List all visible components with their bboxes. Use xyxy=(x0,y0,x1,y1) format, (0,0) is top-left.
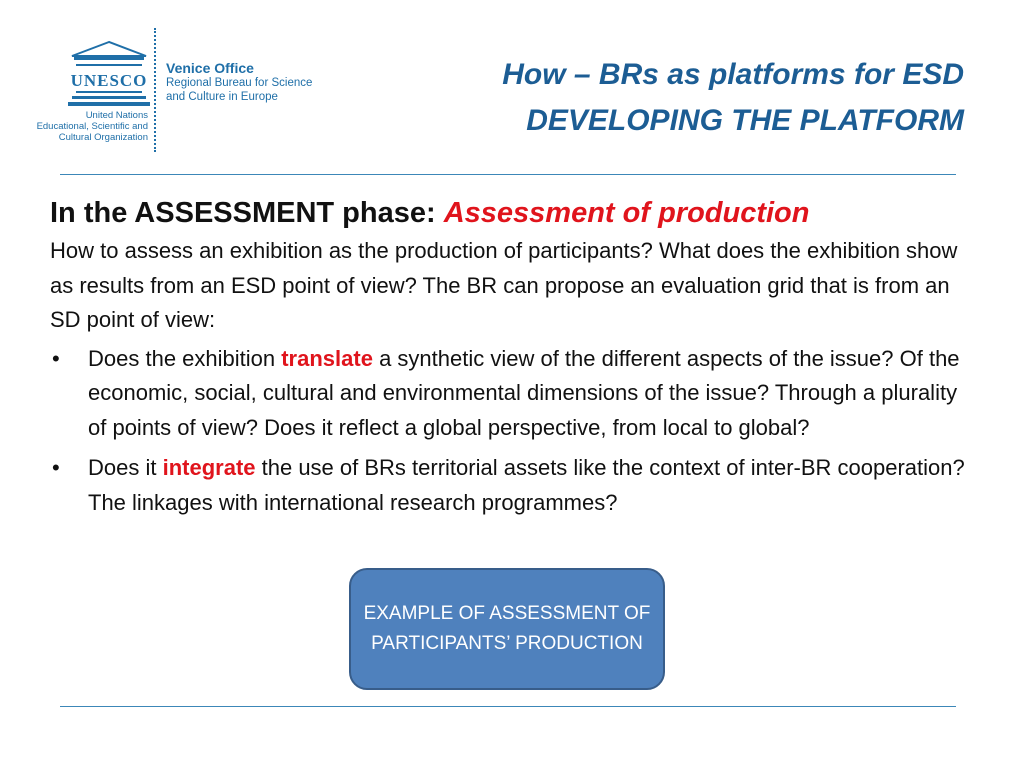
bullet-text: a synthetic view of the different aspects of the issue? Of the economic, social, cultural and environmental dimensions of the issue? Through a plurality of points of view? Does it reflect a global perspective, from local to global? xyxy=(88,345,960,440)
bullet-highlight: integrate xyxy=(162,455,256,480)
top-divider xyxy=(60,174,956,175)
heading-accent: Assessment of production xyxy=(443,197,810,229)
bullet-item xyxy=(50,451,980,520)
un-line: Educational, Scientific and xyxy=(36,121,148,132)
office-subtitle-line: and Culture in Europe xyxy=(166,91,278,103)
slide-body xyxy=(50,192,980,526)
venice-office-label xyxy=(166,60,312,104)
example-box-label: EXAMPLE OF ASSESSMENT OF PARTICIPANTS’ PRODUCTION xyxy=(363,603,651,654)
bullet-text: the use of BRs territorial assets like the context of inter-BR cooperation? The linkages with international research programmes? xyxy=(88,455,965,515)
unesco-temple-icon xyxy=(68,40,150,112)
un-line: United Nations xyxy=(85,110,148,121)
logo-divider xyxy=(154,28,156,152)
bullet-marker: • xyxy=(52,455,60,480)
un-line: Cultural Organization xyxy=(58,132,148,143)
bullet-marker: • xyxy=(52,345,60,371)
bullet-list xyxy=(50,342,980,521)
bullet-text: Does the exhibition xyxy=(88,345,282,371)
bullet-text: Does it xyxy=(88,455,163,480)
unesco-emblem-text: UNESCO xyxy=(70,71,148,90)
bottom-divider xyxy=(60,706,956,707)
title-line-1: How – BRs as platforms for ESD xyxy=(502,58,964,91)
slide-title xyxy=(502,52,964,144)
example-assessment-button[interactable] xyxy=(349,568,665,690)
section-heading xyxy=(50,192,980,234)
un-organization-name xyxy=(28,110,148,143)
office-subtitle-line: Regional Bureau for Science xyxy=(166,77,313,89)
bullet-item xyxy=(50,342,980,446)
heading-prefix: In the ASSESSMENT phase: xyxy=(50,197,444,229)
unesco-venice-logo xyxy=(28,26,328,154)
bullet-highlight: translate xyxy=(281,345,373,371)
office-name: Venice Office xyxy=(166,60,254,76)
intro-paragraph: How to assess an exhibition as the production of participants? What does the exhibition show as results from an ESD point of view? The BR can propose an evaluation grid that is from an SD point of view: xyxy=(50,238,958,332)
title-line-2: DEVELOPING THE PLATFORM xyxy=(526,104,964,137)
